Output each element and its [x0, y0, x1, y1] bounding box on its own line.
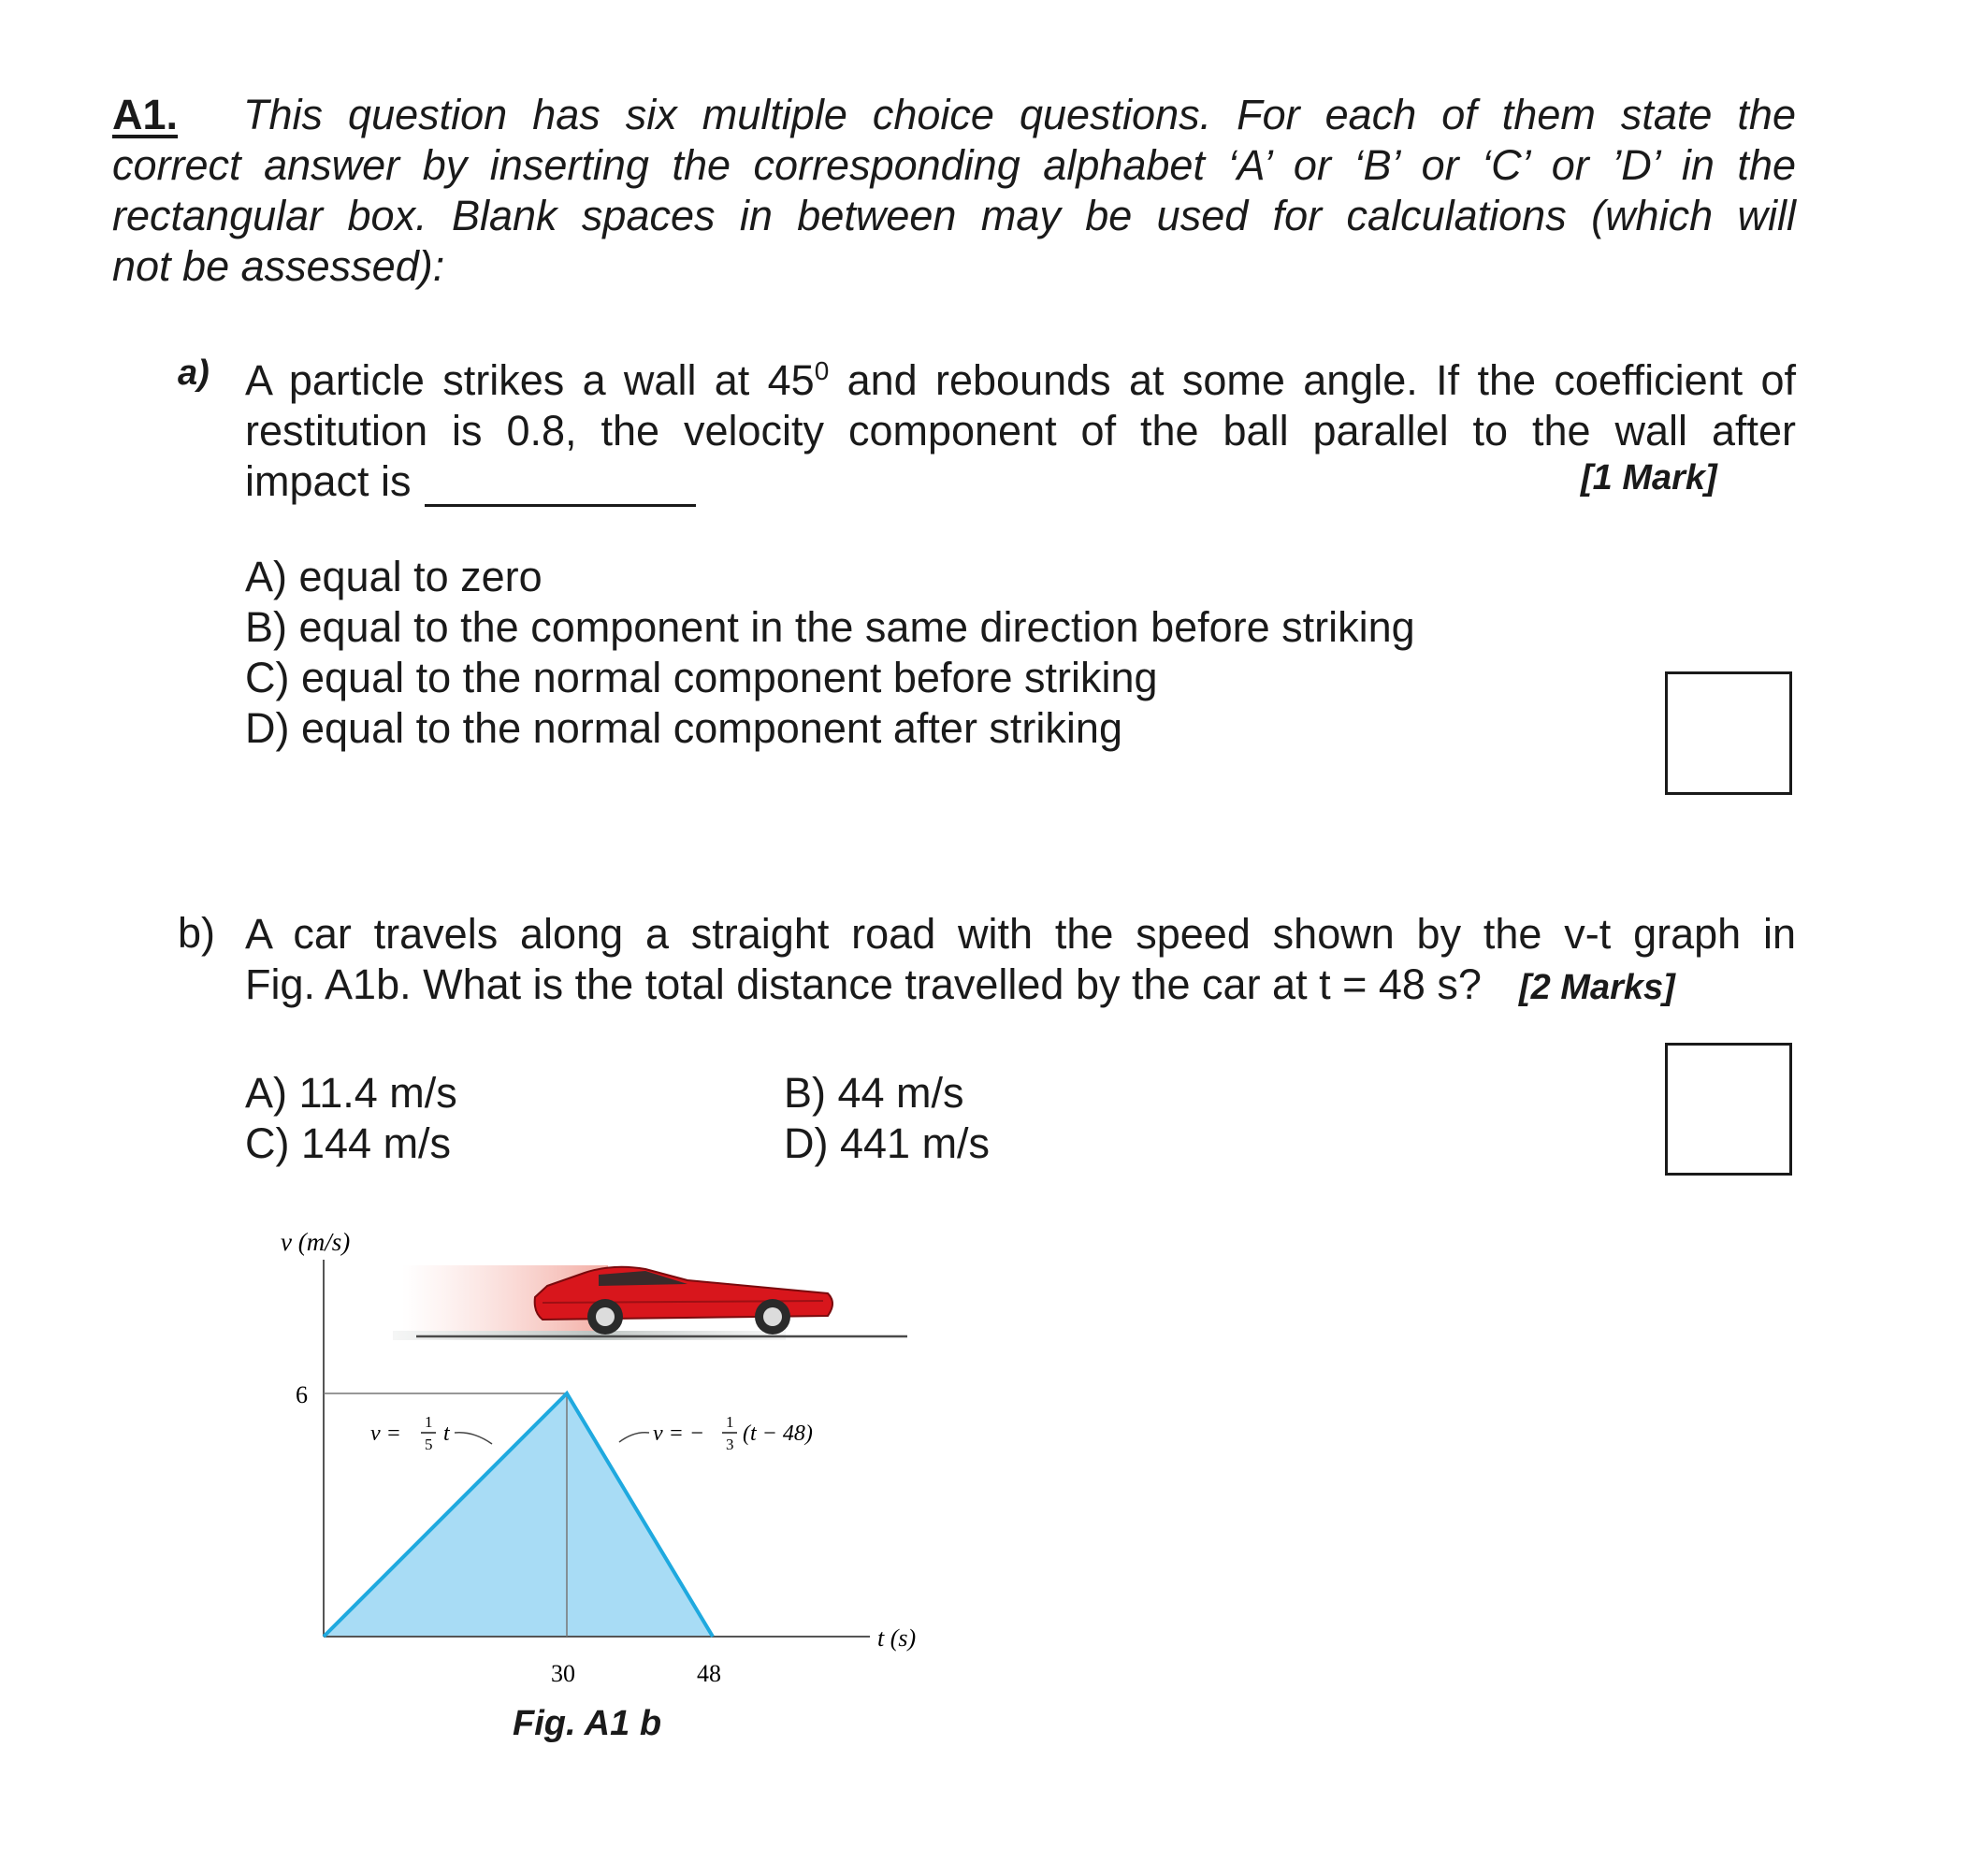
question-a-line-1: A particle strikes a wall at $45^0$ and rebounds at some angle. If the coefficient of	[245, 356, 1796, 404]
question-a-label: a)	[178, 354, 210, 393]
eq-left-prefix: v =	[370, 1421, 401, 1446]
eq-left-leader	[455, 1433, 492, 1444]
question-a-option-d: D) equal to the normal component after striking	[245, 704, 1122, 752]
question-b-option-c: C) 144 m/s	[245, 1119, 452, 1167]
eq-left-num: 1	[425, 1413, 433, 1431]
question-intro	[112, 90, 1796, 292]
question-a-marks: [1 Mark]	[1581, 458, 1717, 498]
question-b-line-2: Fig. A1b. What is the total distance travelled by the car at t = 48 s? [2 Marks]	[245, 960, 1675, 1008]
y-axis-label: v (m/s)	[281, 1228, 351, 1256]
question-b-option-b: B) 44 m/s	[784, 1069, 964, 1117]
question-b-line-1: A car travels along a straight road with the speed shown by the v-t graph in	[245, 910, 1796, 958]
answer-box-a[interactable]	[1665, 671, 1792, 795]
car-illustration	[393, 1265, 907, 1340]
answer-blank	[425, 463, 696, 507]
eq-left-suffix: t	[443, 1421, 450, 1446]
question-a-option-b: B) equal to the component in the same direction before striking	[245, 603, 1415, 651]
figure-caption: Fig. A1 b	[513, 1704, 662, 1743]
question-a-text	[245, 346, 1796, 507]
x-tick-30: 30	[551, 1660, 575, 1687]
x-axis-label: t (s)	[877, 1624, 917, 1652]
front-hub	[763, 1307, 782, 1326]
y-tick-6: 6	[296, 1381, 308, 1408]
intro-line-4: not be assessed):	[112, 242, 445, 290]
eq-right-num: 1	[726, 1413, 734, 1431]
question-b-label: b)	[178, 909, 216, 957]
question-a-line-2: restitution is 0.8, the velocity component of the ball parallel to the wall after	[245, 407, 1796, 455]
answer-box-b[interactable]	[1665, 1043, 1792, 1176]
eq-right-suffix: (t − 48)	[743, 1421, 813, 1446]
x-tick-48: 48	[697, 1660, 721, 1687]
intro-line-1: A1. This question has six multiple choice questions. For each of them state the	[112, 91, 1796, 138]
vt-graph	[262, 1211, 954, 1735]
question-b-option-a: A) 11.4 m/s	[245, 1069, 457, 1117]
question-a-option-c: C) equal to the normal component before striking	[245, 654, 1158, 701]
eq-left-den: 5	[425, 1436, 433, 1453]
question-b-marks: [2 Marks]	[1518, 968, 1675, 1007]
eq-right-prefix: v = −	[653, 1421, 705, 1446]
eq-right-den: 3	[726, 1436, 734, 1453]
question-b-option-d: D) 441 m/s	[784, 1119, 991, 1167]
eq-right-leader	[619, 1433, 649, 1442]
rear-hub	[596, 1307, 615, 1326]
question-id: A1.	[112, 91, 179, 138]
question-a-option-a: A) equal to zero	[245, 553, 543, 600]
intro-line-2: correct answer by inserting the corresponding alphabet ‘A’ or ‘B’ or ‘C’ or ’D’ in the	[112, 141, 1796, 189]
question-a-line-3: impact is	[245, 456, 1796, 507]
question-b-text	[245, 909, 1796, 1013]
intro-line-3: rectangular box. Blank spaces in between may be used for calculations (which will	[112, 192, 1796, 239]
